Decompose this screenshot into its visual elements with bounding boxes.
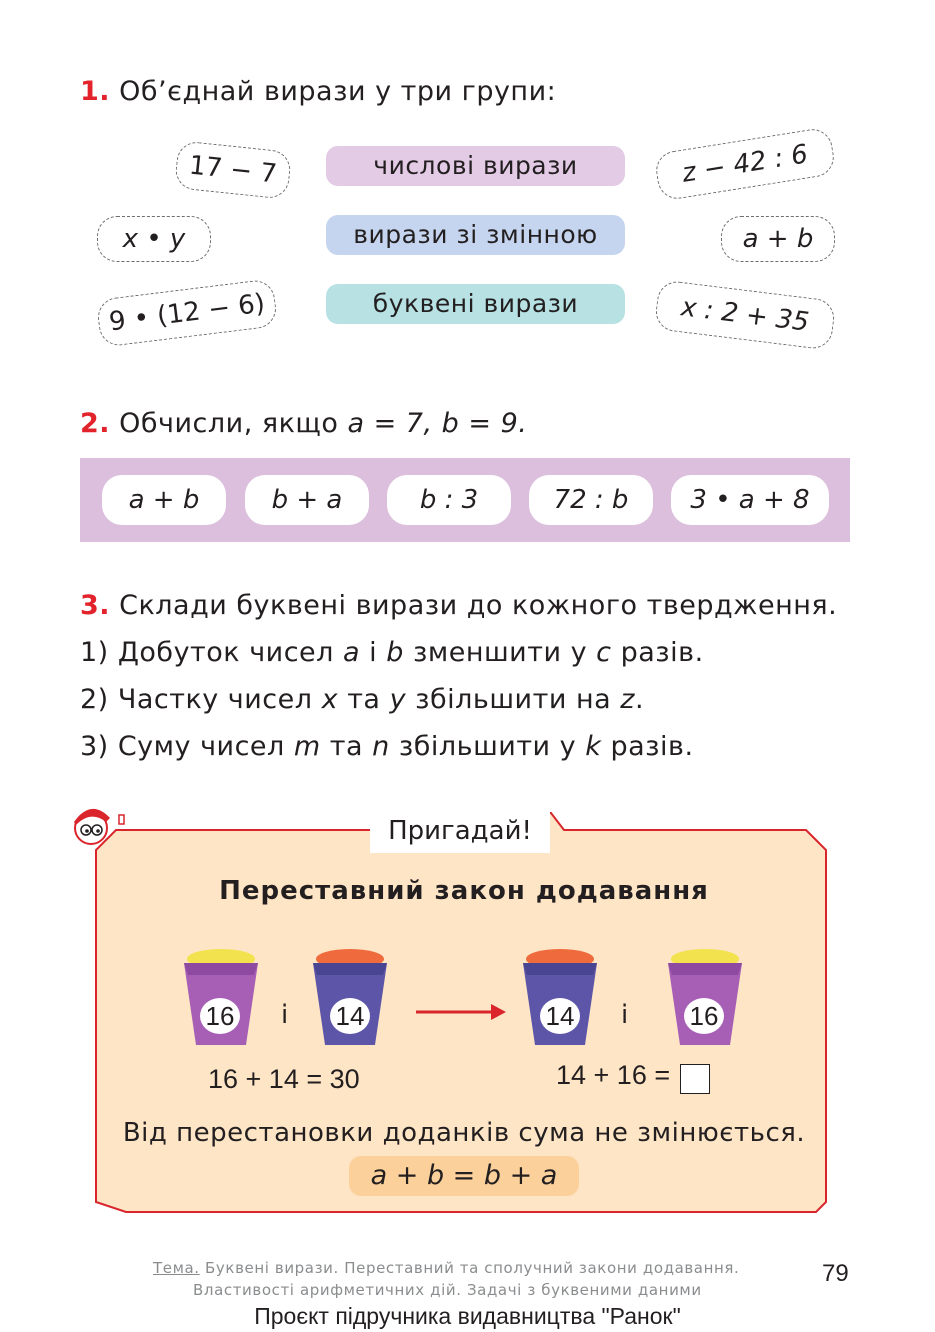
bucket-number: 16 <box>684 998 724 1034</box>
item-number: 3) <box>80 731 109 762</box>
task1-text: Об’єднай вирази у три групи: <box>119 76 557 107</box>
expression-card[interactable]: a + b <box>721 216 835 262</box>
given-b: b = 9. <box>441 408 528 439</box>
answer-box[interactable] <box>680 1064 710 1094</box>
variable: n <box>372 731 390 762</box>
category-letter: буквені вирази <box>326 284 625 324</box>
topic-label: Тема. <box>153 1259 200 1277</box>
variable: k <box>585 731 602 762</box>
item-text: зменшити у <box>412 637 588 668</box>
formula: a + b = b + a <box>349 1156 579 1196</box>
item-text: та <box>329 731 364 762</box>
task1-heading <box>80 76 556 107</box>
expression-chip: 72 : b <box>529 475 653 525</box>
item-text: разів. <box>610 731 694 762</box>
expression-card[interactable]: z − 42 : 6 <box>653 126 836 201</box>
expression-chip: b : 3 <box>387 475 511 525</box>
variable: b <box>386 637 404 668</box>
task3-item <box>80 684 644 715</box>
item-text: Добуток чисел <box>117 637 334 668</box>
expression-card[interactable]: x • y <box>97 216 211 262</box>
item-text: Частку чисел <box>117 684 313 715</box>
task3-item <box>80 637 704 668</box>
item-number: 2) <box>80 684 109 715</box>
variable: z <box>620 684 635 715</box>
rule-text: Від перестановки доданків сума не змінюється. <box>122 1118 806 1148</box>
variable: m <box>293 731 321 762</box>
item-text: збільшити на <box>415 684 612 715</box>
item-text: збільшити у <box>398 731 577 762</box>
task2-text: Обчисли, якщо <box>119 408 339 439</box>
remember-label: Пригадай! <box>370 809 550 853</box>
task2-expressions-band <box>80 458 850 542</box>
category-variable: вирази зі змінною <box>326 215 625 255</box>
bucket-number: 14 <box>540 998 580 1034</box>
equation-right: 14 + 16 = <box>556 1060 671 1090</box>
expression-chip: 3 • a + 8 <box>671 475 829 525</box>
bucket-number: 14 <box>330 998 370 1034</box>
equation-left: 16 + 14 = 30 <box>208 1064 360 1094</box>
topic-line1: Буквені вирази. Переставний та сполучний закони додавання. <box>205 1259 740 1277</box>
conjunction: і <box>281 1000 289 1030</box>
project-note: Проєкт підручника видавництва "Ранок" <box>254 1303 681 1329</box>
task1-number: 1. <box>80 76 111 107</box>
variable: y <box>389 684 407 715</box>
expression-card[interactable]: 17 − 7 <box>174 140 292 200</box>
task3-item <box>80 731 694 762</box>
rule-title: Переставний закон додавання <box>219 876 709 906</box>
topic-line2: Властивості арифметичних дій. Задачі з буквеними даними <box>193 1281 702 1299</box>
variable: a <box>343 637 361 668</box>
expression-card[interactable]: 9 • (12 − 6) <box>96 278 279 347</box>
task2-heading <box>80 408 527 439</box>
task3-text: Склади буквені вирази до кожного твердження. <box>119 590 838 621</box>
task3-heading <box>80 590 837 621</box>
expression-chip: a + b <box>102 475 226 525</box>
item-text: . <box>634 684 645 715</box>
conjunction: і <box>621 1000 629 1030</box>
item-text: та <box>347 684 381 715</box>
variable: c <box>596 637 612 668</box>
item-number: 1) <box>80 637 109 668</box>
page-number: 79 <box>822 1260 849 1287</box>
task3-number: 3. <box>80 590 111 621</box>
expression-card[interactable]: x : 2 + 35 <box>654 279 837 350</box>
bucket-number: 16 <box>200 998 240 1034</box>
footer-topic <box>153 1259 739 1277</box>
item-text: разів. <box>620 637 704 668</box>
item-text: Суму чисел <box>117 731 285 762</box>
task2-number: 2. <box>80 408 111 439</box>
item-text: і <box>369 637 378 668</box>
category-numeric: числові вирази <box>326 146 625 186</box>
given-a: a = 7, <box>347 408 433 439</box>
expression-chip: b + a <box>245 475 369 525</box>
variable: x <box>321 684 339 715</box>
